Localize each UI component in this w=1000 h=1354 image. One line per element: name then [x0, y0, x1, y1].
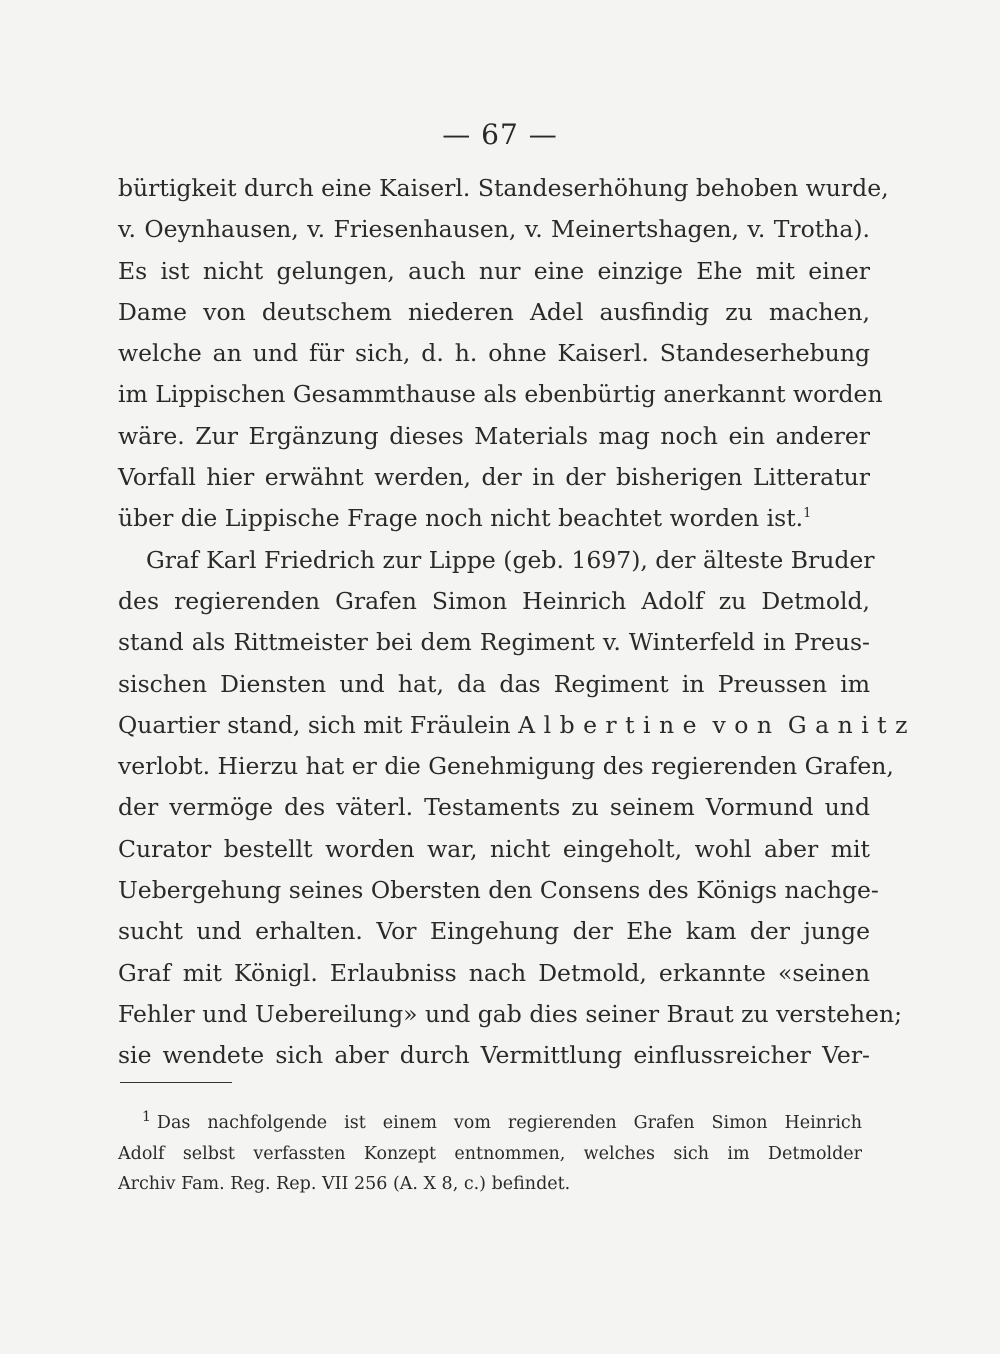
text-line: der vermöge des väterl. Testaments zu seinem Vormund und — [118, 793, 870, 822]
text-line: v. Oeynhausen, v. Friesenhausen, v. Meinertshagen, v. Trotha). — [118, 215, 870, 244]
text-line: Vorfall hier erwähnt werden, der in der bisherigen Litteratur — [118, 463, 870, 492]
text-line: stand als Rittmeister bei dem Regiment v. Winterfeld in Preus- — [118, 628, 870, 657]
text-line — [118, 498, 870, 539]
text-line: Uebergehung seines Obersten den Consens des Königs nachge- — [118, 876, 879, 905]
text-line: Curator bestellt worden war, nicht eingeholt, wohl aber mit — [118, 834, 870, 863]
spaced-connector-von: von — [712, 710, 781, 739]
text-line: wäre. Zur Ergänzung dieses Materials mag noch ein anderer — [118, 421, 870, 450]
text-line: welche an und für sich, d. h. ohne Kaiserl. Standeserhebung — [118, 339, 870, 368]
page-number: — 67 — — [442, 118, 558, 151]
text-line: sie wendete sich aber durch Vermittlung einflussreicher Ver- — [118, 1041, 870, 1070]
footnote-line-content: Das nachfolgende ist einem vom regierenden Grafen Simon Heinrich — [156, 1113, 862, 1133]
text-line: Fehler und Uebereilung» und gab dies seiner Braut zu verstehen; — [118, 999, 903, 1028]
text-line: bürtigkeit durch eine Kaiserl. Standeserhöhung behoben wurde, — [118, 174, 889, 202]
body-text — [118, 168, 916, 1077]
text-line: sucht und erhalten. Vor Eingehung der Ehe kam der junge — [118, 917, 870, 946]
text-line: Graf Karl Friedrich zur Lippe (geb. 1697), der älteste Bruder — [146, 545, 875, 574]
text-line: Dame von deutschem niederen Adel ausfindig zu machen, — [118, 297, 870, 326]
spaced-name-albertine: Albertine — [518, 710, 705, 739]
text-line: im Lippischen Gesammthause als ebenbürtig anerkannt worden — [118, 380, 883, 409]
spaced-name-ganitz: Ganitz — [787, 710, 916, 739]
text-line: verlobt. Hierzu hat er die Genehmigung des regierenden Grafen, — [118, 752, 894, 781]
footnote-line: Archiv Fam. Reg. Rep. VII 256 (A. X 8, c.) befindet. — [118, 1174, 571, 1194]
text-line: sischen Diensten und hat, da das Regiment in Preussen im — [118, 669, 870, 698]
text-line: des regierenden Grafen Simon Heinrich Adolf zu Detmold, — [118, 586, 870, 615]
text-line: Es ist nicht gelungen, auch nur eine einzige Ehe mit einer — [118, 256, 870, 285]
text-line-content: über die Lippische Frage noch nicht beachtet worden ist. — [118, 504, 804, 533]
text-line-content: Quartier stand, sich mit Fräulein — [118, 710, 511, 739]
footnotes — [118, 1108, 862, 1200]
footnote-divider — [120, 1082, 232, 1083]
footnote-reference[interactable]: 1 — [803, 506, 812, 522]
footnote-line — [118, 1108, 862, 1139]
text-line — [118, 705, 916, 746]
text-line: Graf mit Königl. Erlaubniss nach Detmold, erkannte «seinen — [118, 958, 870, 987]
footnote-line: Adolf selbst verfassten Konzept entnommen, welches sich im Detmolder — [118, 1143, 862, 1164]
footnote-mark: 1 — [142, 1109, 151, 1126]
